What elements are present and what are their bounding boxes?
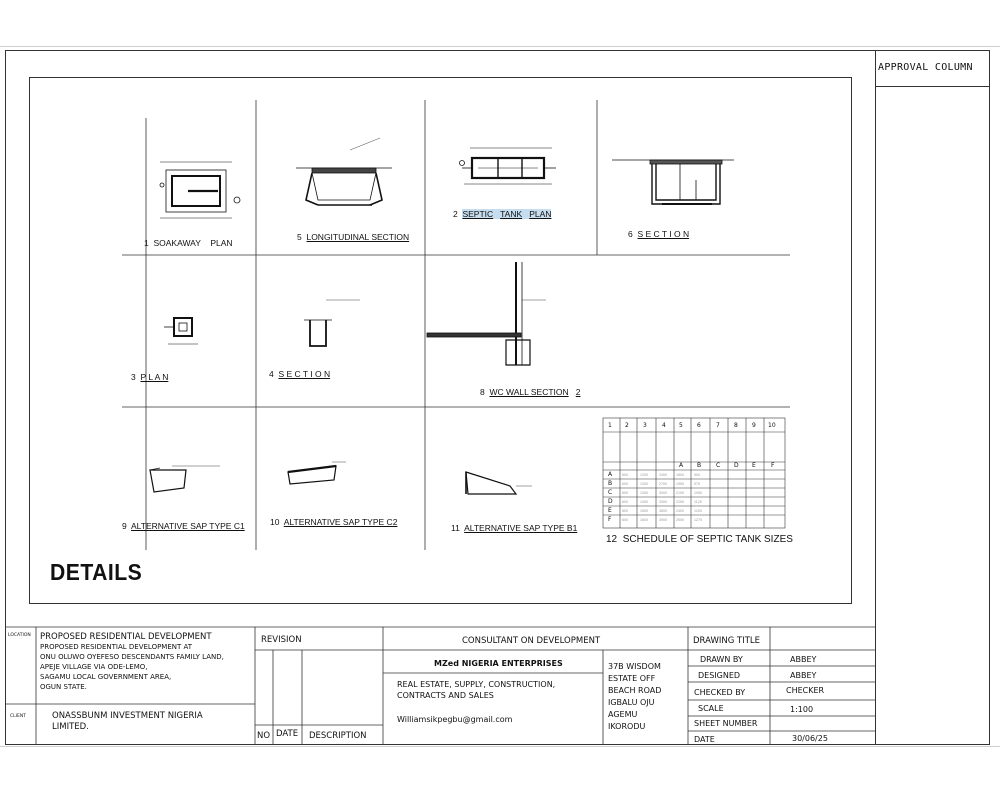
schedule-col-8: 8 <box>734 422 738 429</box>
svg-text:2400: 2400 <box>659 473 667 477</box>
address-line-6: IKORODU <box>608 722 646 731</box>
revision-label: REVISION <box>261 635 302 645</box>
svg-text:2700: 2700 <box>659 482 667 486</box>
svg-text:1300: 1300 <box>640 482 648 486</box>
approval-column-title: APPROVAL COLUMN <box>878 62 973 73</box>
location-title: PROPOSED RESIDENTIAL DEVELOPMENT <box>40 632 212 642</box>
designed-value: ABBEY <box>790 671 817 680</box>
location-line-3: APEJE VILLAGE VIA ODE-LEMO, <box>40 663 148 671</box>
address-line-4: IGBALU OJU <box>608 698 655 707</box>
svg-text:3300: 3300 <box>659 500 667 504</box>
address-line-1: 37B WISDOM <box>608 662 661 671</box>
detail-4-caption: 4 S E C T I O N <box>269 369 331 379</box>
location-line-1: PROPOSED RESIDENTIAL DEVELOPMENT AT <box>40 643 193 651</box>
svg-text:600: 600 <box>622 482 628 486</box>
detail-3-caption: 3 P L A N <box>131 372 169 382</box>
sheet-number-label: SHEET NUMBER <box>694 719 758 728</box>
svg-text:1200: 1200 <box>640 473 648 477</box>
schedule-letter-d: D <box>734 462 739 469</box>
services-line-1: REAL ESTATE, SUPPLY, CONSTRUCTION, <box>397 680 556 689</box>
schedule-col-1: 1 <box>608 422 612 429</box>
sheet-title: DETAILS <box>50 559 143 585</box>
scale-label: SCALE <box>698 704 724 713</box>
detail-5-caption: 5 LONGITUDINAL SECTION <box>297 232 410 242</box>
schedule-col-9: 9 <box>752 422 756 429</box>
schedule-letter-b: B <box>697 462 702 469</box>
svg-text:600: 600 <box>622 509 628 513</box>
schedule-letter-f: F <box>771 462 775 469</box>
schedule-col-6: 6 <box>697 422 701 429</box>
svg-text:2550: 2550 <box>676 518 684 522</box>
svg-text:600: 600 <box>622 518 628 522</box>
detail-6-caption: 6 S E C T I O N <box>628 229 690 239</box>
schedule-col-3: 3 <box>643 422 647 429</box>
schedule-row-d: D <box>608 498 613 505</box>
address-line-2: ESTATE OFF <box>608 674 656 683</box>
svg-text:3600: 3600 <box>659 509 667 513</box>
svg-text:1400: 1400 <box>640 500 648 504</box>
svg-text:1800: 1800 <box>676 473 684 477</box>
address-line-5: AGEMU <box>608 710 638 719</box>
location-line-2: ONU OLUWO OYEFESO DESCENDANTS FAMILY LAND, <box>40 653 224 661</box>
detail-10-caption: 10 ALTERNATIVE SAP TYPE C2 <box>270 517 398 527</box>
email: Williamsikpegbu@gmail.com <box>397 715 513 724</box>
detail-8-caption: 8 WC WALL SECTION 2 <box>480 387 581 397</box>
schedule-letter-c: C <box>716 462 721 469</box>
svg-text:600: 600 <box>622 491 628 495</box>
schedule-letter-e: E <box>752 462 756 469</box>
location-line-4: SAGAMU LOCAL GOVERNMENT AREA, <box>40 673 172 681</box>
revision-date-header: DATE <box>276 729 299 739</box>
svg-text:1125: 1125 <box>694 500 702 504</box>
svg-text:3900: 3900 <box>659 518 667 522</box>
schedule-col-2: 2 <box>625 422 629 429</box>
client-line-2: LIMITED. <box>52 722 89 732</box>
sheet-bottom-edge <box>0 746 1000 747</box>
svg-text:600: 600 <box>622 500 628 504</box>
svg-text:1275: 1275 <box>694 518 702 522</box>
schedule-letter-a: A <box>679 462 684 469</box>
svg-text:1950: 1950 <box>676 482 684 486</box>
client-line-1: ONASSBUNM INVESTMENT NIGERIA <box>52 711 203 721</box>
schedule-row-f: F <box>608 516 612 523</box>
svg-text:975: 975 <box>694 482 700 486</box>
drawn-by-value: ABBEY <box>790 655 817 664</box>
svg-text:900: 900 <box>694 473 700 477</box>
location-line-5: OGUN STATE. <box>40 683 87 691</box>
schedule-col-4: 4 <box>662 422 666 429</box>
revision-no-header: NO <box>257 731 271 741</box>
svg-text:2400: 2400 <box>676 509 684 513</box>
drawn-by-label: DRAWN BY <box>700 655 743 664</box>
address-line-3: BEACH ROAD <box>608 686 662 695</box>
checked-by-value: CHECKER <box>786 686 825 695</box>
svg-text:1500: 1500 <box>640 509 648 513</box>
scale-value: 1:100 <box>790 705 814 714</box>
revision-description-header: DESCRIPTION <box>309 731 367 741</box>
detail-9-caption: 9 ALTERNATIVE SAP TYPE C1 <box>122 521 245 531</box>
schedule-row-e: E <box>608 507 612 514</box>
services-line-2: CONTRACTS AND SALES <box>397 691 494 700</box>
schedule-col-5: 5 <box>679 422 683 429</box>
svg-text:1350: 1350 <box>640 491 648 495</box>
svg-text:2250: 2250 <box>676 500 684 504</box>
schedule-row-b: B <box>608 480 613 487</box>
svg-text:1600: 1600 <box>640 518 648 522</box>
detail-11-caption: 11 ALTERNATIVE SAP TYPE B1 <box>451 523 578 533</box>
svg-text:3000: 3000 <box>659 491 667 495</box>
date-value: 30/06/25 <box>792 734 828 743</box>
schedule-col-10: 10 <box>768 422 776 429</box>
date-label: DATE <box>694 735 715 744</box>
location-label: LOCATION <box>8 633 31 638</box>
schedule-col-7: 7 <box>716 422 720 429</box>
designed-label: DESIGNED <box>698 671 741 680</box>
client-label: CLIENT <box>10 714 26 719</box>
company-name: MZed NIGERIA ENTERPRISES <box>434 659 563 668</box>
svg-text:1050: 1050 <box>694 491 702 495</box>
schedule-row-c: C <box>608 489 613 496</box>
svg-text:2100: 2100 <box>676 491 684 495</box>
svg-text:600: 600 <box>622 473 628 477</box>
detail-1-caption: 1 SOAKAWAY PLAN <box>144 238 233 248</box>
drawing-title-label: DRAWING TITLE <box>693 636 761 646</box>
consultant-label: CONSULTANT ON DEVELOPMENT <box>462 636 601 646</box>
schedule-row-a: A <box>608 471 613 478</box>
detail-2-caption: 2 SEPTIC TANK PLAN <box>453 209 552 219</box>
svg-text:1200: 1200 <box>694 509 702 513</box>
detail-12-caption: 12 SCHEDULE OF SEPTIC TANK SIZES <box>606 534 793 545</box>
checked-by-label: CHECKED BY <box>694 688 746 697</box>
